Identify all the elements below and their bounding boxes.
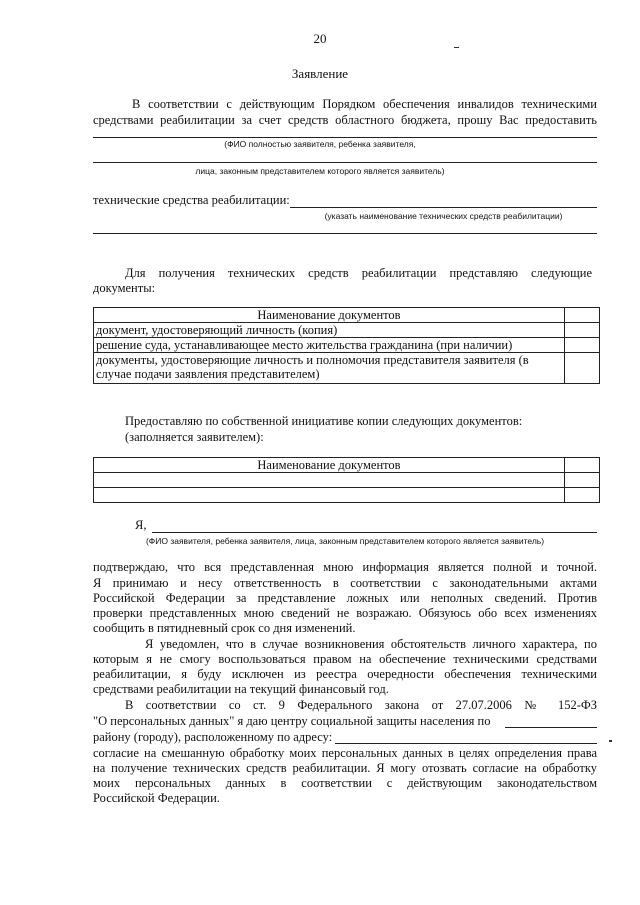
confirm-line-4: проверки представленных мною сведений не возражаю. Обязуюсь обо всех изменениях <box>93 606 597 620</box>
notice-line-1: Я уведомлен, что в случае возникновения обстоятельств личного характера, по <box>145 637 597 651</box>
confirm-line-2: Я принимаю и несу ответственность в соответствии с законодательными актами <box>93 576 597 590</box>
tsr-label: технические средства реабилитации: <box>93 193 290 207</box>
intro-line-1: В соответствии с действующим Порядком обеспечения инвалидов техническими <box>132 97 597 111</box>
ya-label: Я, <box>135 518 147 532</box>
table-check-cell[interactable] <box>565 473 600 488</box>
table-cell-line: документы, удостоверяющие личность и полномочия представителя заявителя (в <box>96 353 529 367</box>
confirm-line-5: сообщить в пятидневный срок со дня изменений. <box>93 621 356 635</box>
table-cell[interactable] <box>94 473 565 488</box>
consent-line-2: "О персональных данных" я даю центру социальной защиты населения по <box>93 714 491 728</box>
hint-representative: лица, законным представителем которого является заявитель) <box>195 166 445 176</box>
table-row <box>94 353 600 384</box>
docs-intro-line-2: документы: <box>93 281 156 295</box>
table-cell: документ, удостоверяющий личность (копия) <box>94 323 565 338</box>
table-check-cell[interactable] <box>565 488 600 503</box>
district-fill-line[interactable] <box>505 727 597 728</box>
consent-line-7: Российской Федерации. <box>93 791 220 805</box>
confirm-line-1: подтверждаю, что вся представленная мною информация является полной и точной. <box>93 560 597 574</box>
table-cell: решение суда, устанавливающее место жительства гражданина (при наличии) <box>94 338 565 353</box>
fio-fill-line[interactable] <box>93 137 597 138</box>
representative-fill-line[interactable] <box>93 162 597 163</box>
notice-line-2: которым я не смогу воспользоваться правом на обеспечение техническими средствами <box>93 652 597 666</box>
own-docs-line-2: (заполняется заявителем): <box>125 430 264 444</box>
table-check-cell[interactable] <box>565 338 600 353</box>
table-header-cell: Наименование документов <box>94 308 565 323</box>
scan-mark <box>454 47 459 48</box>
address-fill-line[interactable] <box>335 743 597 744</box>
required-documents-table <box>93 307 600 384</box>
table-row <box>94 473 600 488</box>
own-documents-table <box>93 457 600 503</box>
hint-fio: (ФИО полностью заявителя, ребенка заявителя, <box>224 139 416 149</box>
own-docs-line-1: Предоставляю по собственной инициативе копии следующих документов: <box>125 414 523 428</box>
tsr-fill-line-2[interactable] <box>93 233 597 234</box>
table-header-row <box>94 308 600 323</box>
table-check-cell[interactable] <box>565 308 600 323</box>
intro-line-2: средствами реабилитации за счет средств областного бюджета, прошу Вас предоставить <box>93 113 597 127</box>
table-cell-line: случае подачи заявления представителем) <box>96 367 320 381</box>
table-row <box>94 338 600 353</box>
consent-line-5: на получение технических средств реабилитации. Я могу отозвать согласие на обработку <box>93 761 597 775</box>
table-check-cell[interactable] <box>565 353 600 384</box>
table-check-cell[interactable] <box>565 458 600 473</box>
page-number: 20 <box>313 31 327 46</box>
consent-line-3: району (городу), расположенному по адресу: <box>93 730 333 744</box>
table-cell <box>94 353 565 384</box>
consent-line-4: согласие на смешанную обработку моих персональных данных в целях определения права <box>93 746 597 760</box>
ya-fill-line[interactable] <box>152 532 597 533</box>
table-cell[interactable] <box>94 488 565 503</box>
docs-intro-line-1: Для получения технических средств реабилитации представляю следующие <box>125 266 592 280</box>
notice-line-4: средствами реабилитации на текущий финансовый год. <box>93 682 389 696</box>
hint-fio-confirm: (ФИО заявителя, ребенка заявителя, лица, законным представителем которого является заявитель) <box>145 536 545 546</box>
notice-line-3: реабилитации, я буду исключен из реестра очередности обеспечения техническими <box>93 667 597 681</box>
table-row <box>94 488 600 503</box>
table-row <box>94 323 600 338</box>
table-header-row <box>94 458 600 473</box>
confirm-line-3: Российской Федерации за представление ложных или неполных сведений. Против <box>93 591 597 605</box>
table-check-cell[interactable] <box>565 323 600 338</box>
consent-line-6: моих персональных данных в соответствии с действующим законодательством <box>93 776 597 790</box>
tsr-fill-line[interactable] <box>290 207 597 208</box>
table-header-cell: Наименование документов <box>94 458 565 473</box>
scan-mark <box>609 740 612 742</box>
consent-line-1: В соответствии со ст. 9 Федерального закона от 27.07.2006 № 152-ФЗ <box>125 698 597 712</box>
hint-tsr-name: (указать наименование технических средств реабилитации) <box>324 211 563 221</box>
document-title: Заявление <box>291 66 349 81</box>
